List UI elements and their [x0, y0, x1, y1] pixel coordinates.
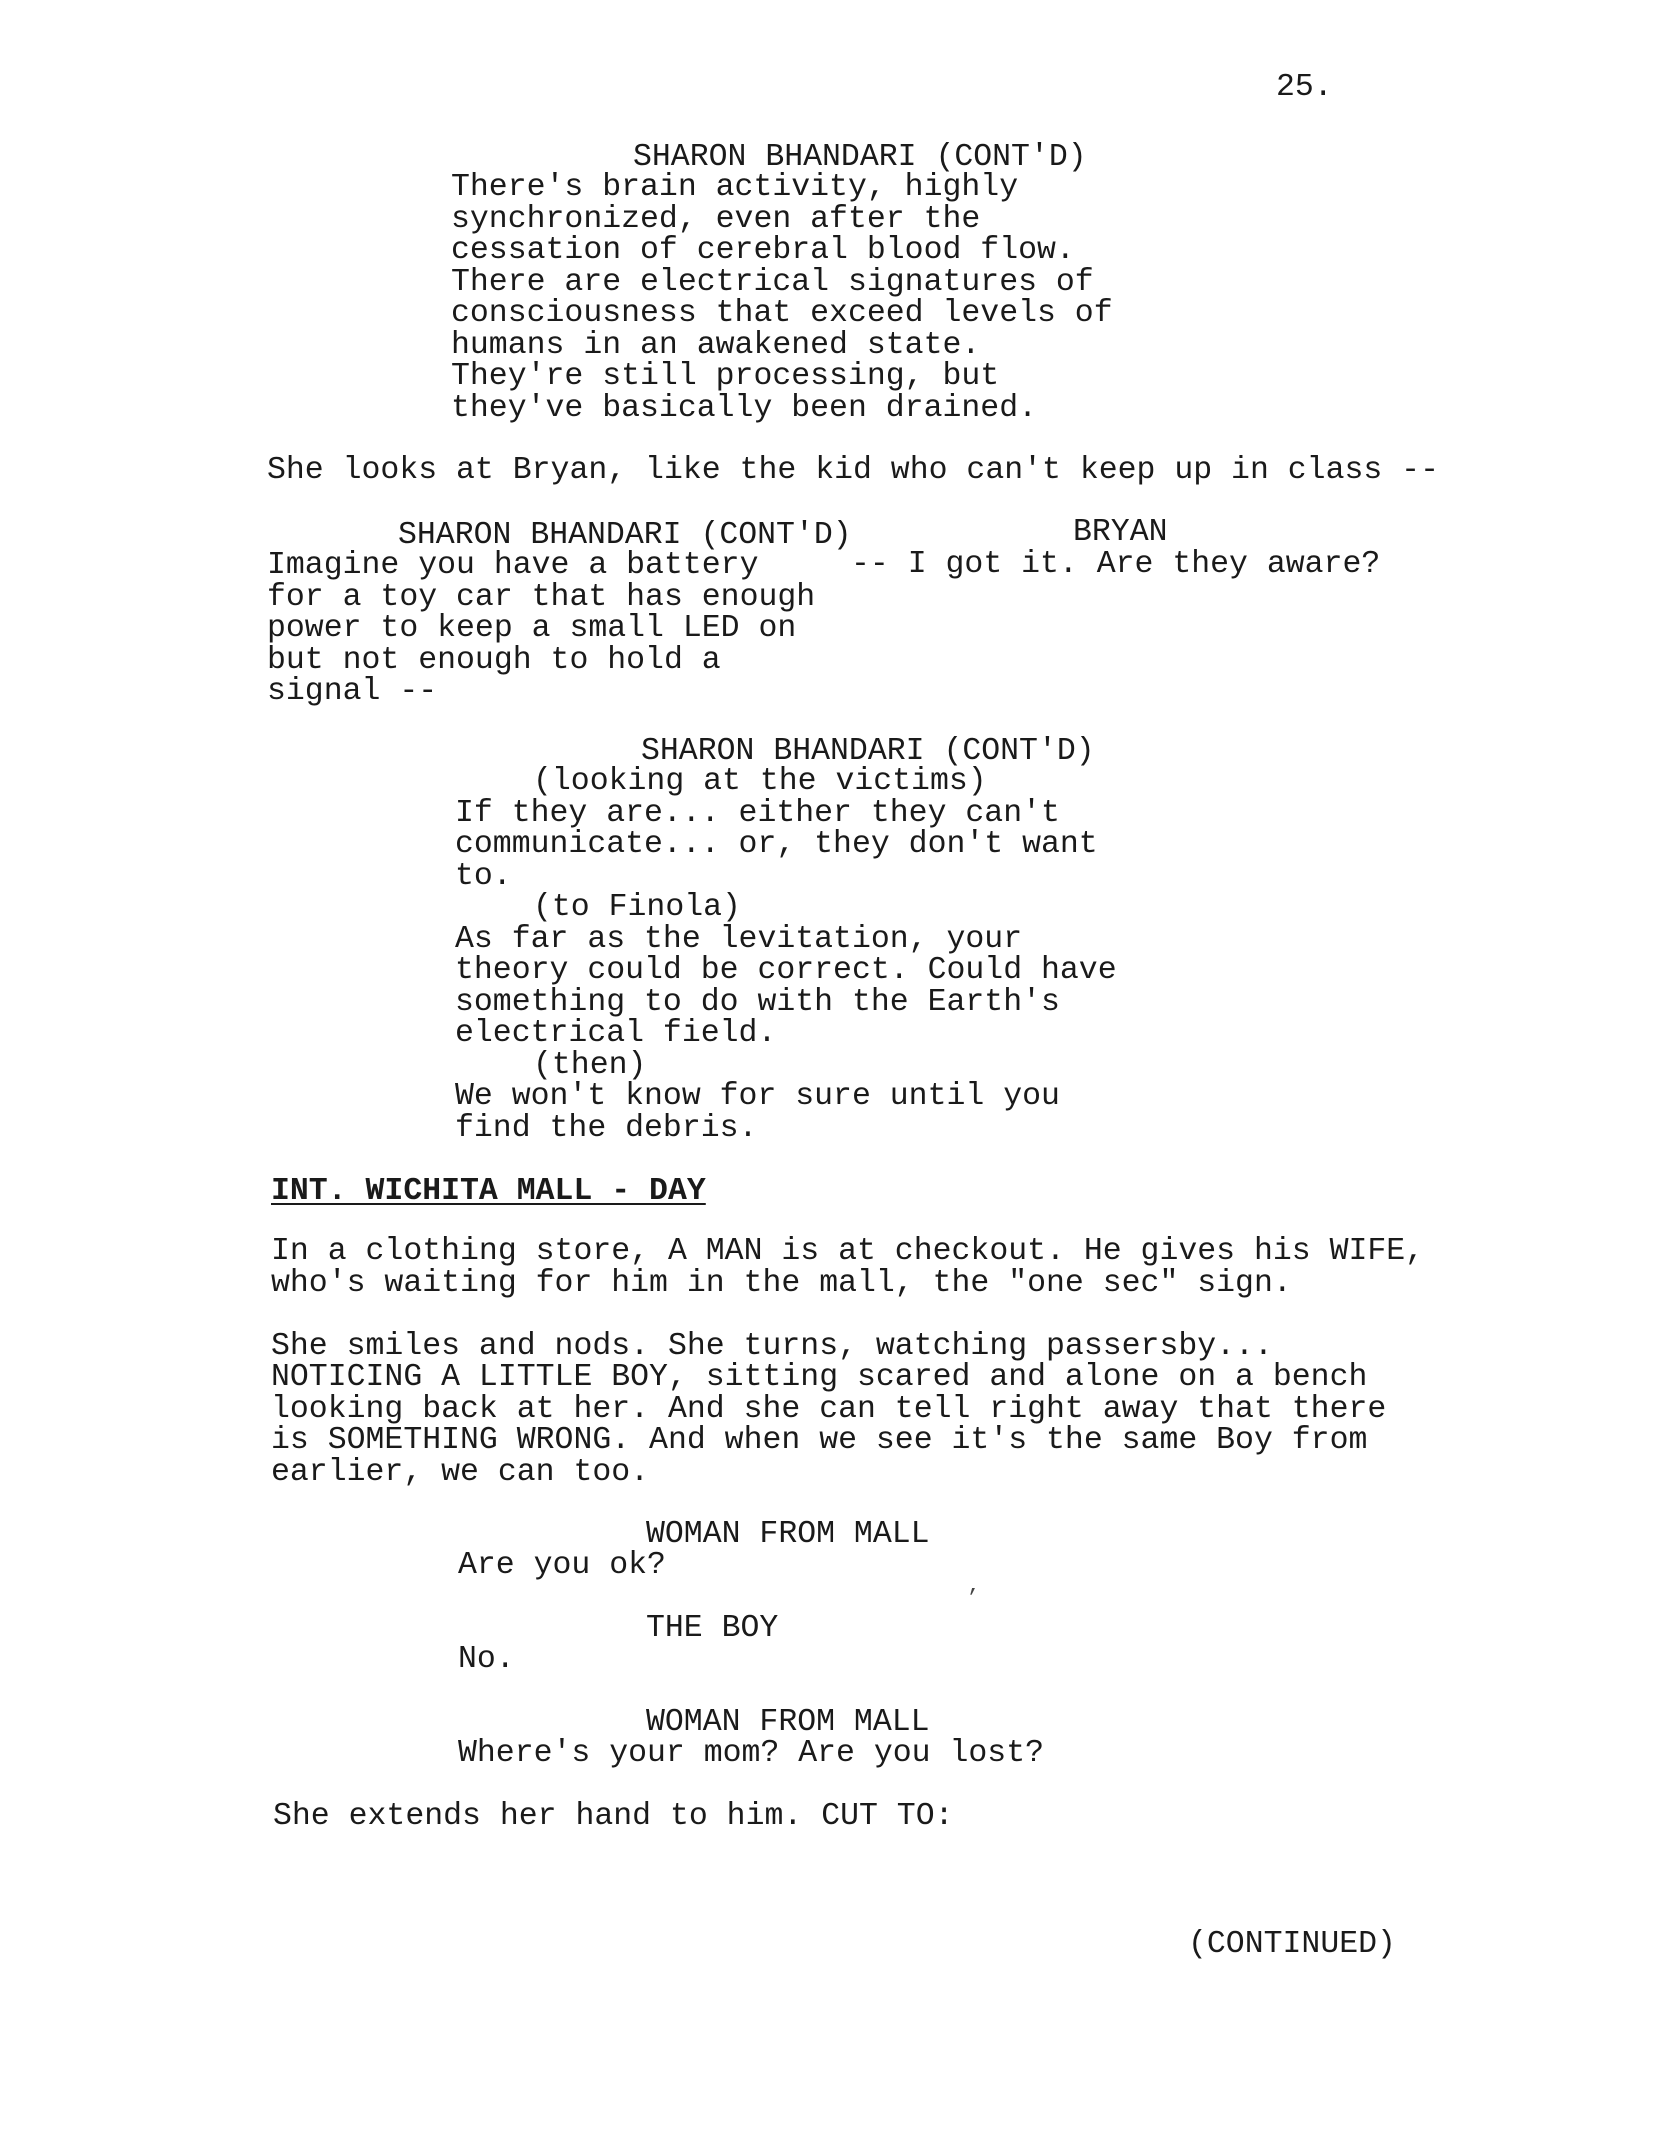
dialogue-line: to.	[455, 859, 512, 894]
dialogue-line: They're still processing, but	[451, 359, 1000, 394]
dialogue-line: something to do with the Earth's	[455, 985, 1060, 1020]
dual-right-character: BRYAN	[1073, 515, 1168, 550]
dialogue-line: consciousness that exceed levels of	[451, 296, 1113, 331]
dual-left-line: but not enough to hold a	[267, 643, 721, 678]
parenthetical: (then)	[533, 1048, 647, 1083]
dialogue-line: There's brain activity, highly	[451, 170, 1019, 205]
character-name: SHARON BHANDARI (CONT'D)	[641, 734, 1095, 769]
dialogue-line: If they are... either they can't	[455, 796, 1060, 831]
page-number: 25.	[1276, 70, 1333, 105]
continued-footer: (CONTINUED)	[1188, 1927, 1396, 1962]
scene-heading: INT. WICHITA MALL - DAY	[271, 1174, 706, 1209]
dual-left-line: Imagine you have a battery	[267, 548, 759, 583]
dialogue-line: theory could be correct. Could have	[455, 953, 1117, 988]
dialogue-line: they've basically been drained.	[451, 391, 1037, 426]
dialogue-line: electrical field.	[455, 1016, 777, 1051]
dialogue-line: No.	[458, 1642, 515, 1677]
dialogue-line: Where's your mom? Are you lost?	[458, 1736, 1044, 1771]
dual-left-character: SHARON BHANDARI (CONT'D)	[398, 518, 852, 553]
action-line: looking back at her. And she can tell right away that there	[271, 1392, 1387, 1427]
dialogue-line: find the debris.	[455, 1111, 758, 1146]
dialogue-line: As far as the levitation, your	[455, 922, 1023, 957]
dialogue-line: communicate... or, they don't want	[455, 827, 1098, 862]
dual-left-line: for a toy car that has enough	[267, 580, 816, 615]
dialogue-line: Are you ok?	[458, 1548, 666, 1583]
action-line: is SOMETHING WRONG. And when we see it's the same Boy from	[271, 1423, 1368, 1458]
parenthetical: (to Finola)	[533, 890, 741, 925]
stray-mark: ’	[966, 1586, 980, 1611]
character-name: WOMAN FROM MALL	[646, 1517, 930, 1552]
dual-left-line: power to keep a small LED on	[267, 611, 797, 646]
action-line: earlier, we can too.	[271, 1455, 650, 1490]
action-line: She looks at Bryan, like the kid who can't keep up in class --	[267, 453, 1439, 488]
character-name: SHARON BHANDARI (CONT'D)	[633, 140, 1087, 175]
dialogue-line: humans in an awakened state.	[451, 328, 981, 363]
dialogue-line: There are electrical signatures of	[451, 265, 1094, 300]
action-line: who's waiting for him in the mall, the "one sec" sign.	[271, 1266, 1292, 1301]
parenthetical: (looking at the victims)	[533, 764, 987, 799]
character-name: THE BOY	[646, 1611, 779, 1646]
dialogue-line: cessation of cerebral blood flow.	[451, 233, 1075, 268]
action-line: NOTICING A LITTLE BOY, sitting scared and alone on a bench	[271, 1360, 1368, 1395]
action-line: She extends her hand to him. CUT TO:	[273, 1799, 954, 1834]
dialogue-line: We won't know for sure until you	[455, 1079, 1060, 1114]
character-name: WOMAN FROM MALL	[646, 1705, 930, 1740]
dual-left-line: signal --	[267, 674, 438, 709]
action-line: She smiles and nods. She turns, watching passersby...	[271, 1329, 1273, 1364]
dialogue-line: synchronized, even after the	[451, 202, 981, 237]
dual-right-line: -- I got it. Are they aware?	[851, 547, 1381, 582]
action-line: In a clothing store, A MAN is at checkout. He gives his WIFE,	[271, 1234, 1425, 1269]
